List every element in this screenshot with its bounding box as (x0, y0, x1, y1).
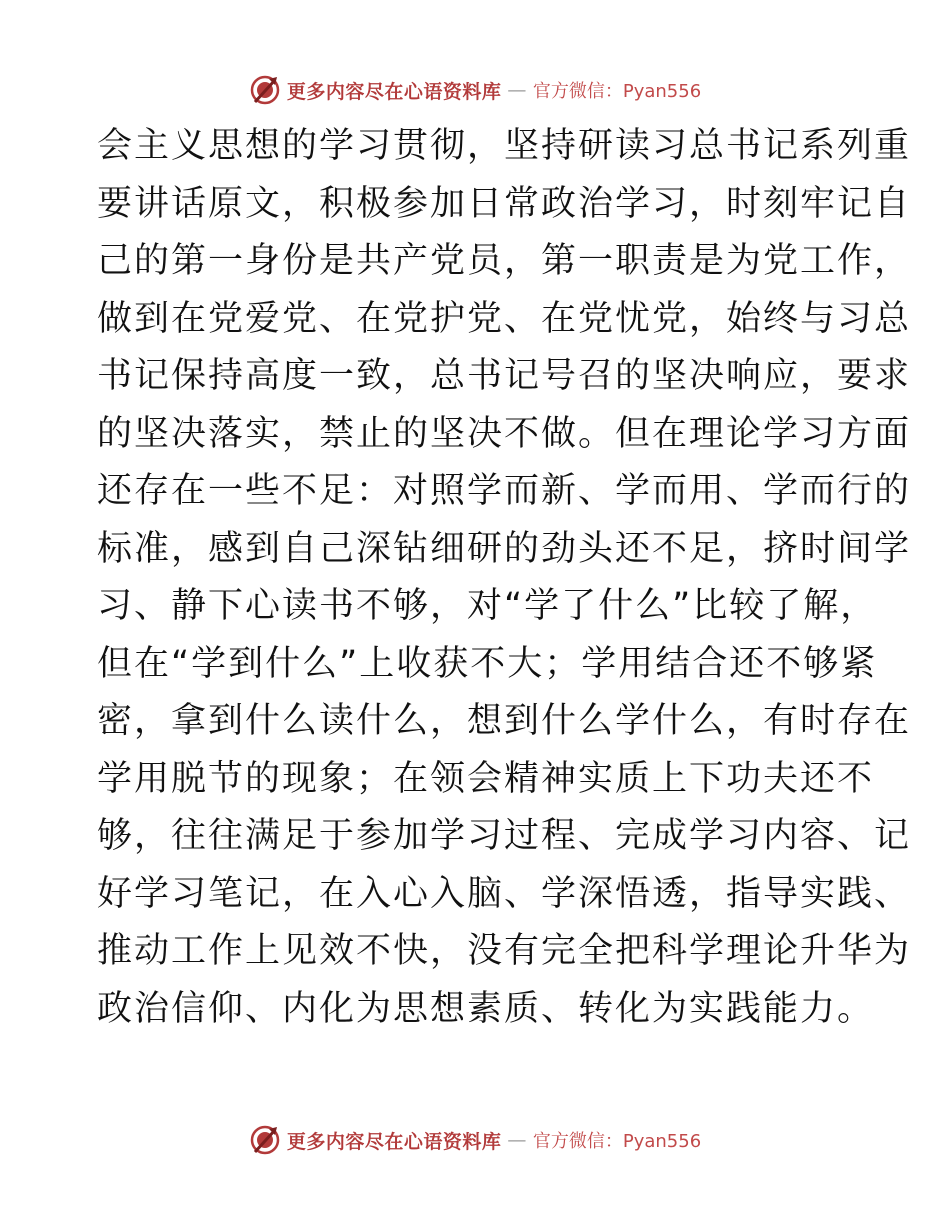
wechat-contact: 官方微信：Pyan556 (532, 81, 702, 102)
text-line: 够，往往满足于参加学习过程、完成学习内容、记 (97, 816, 912, 856)
document-body (97, 118, 912, 1038)
site-name: 更多内容尽在心语资料库 (286, 1130, 502, 1153)
quill-pen-logo-icon (249, 1124, 281, 1156)
banner-separator: — (507, 79, 527, 101)
text-line: 要讲话原文，积极参加日常政治学习，时刻牢记自 (97, 183, 912, 224)
text-line: 密，拿到什么读什么，想到什么学什么，有时存在 (97, 701, 912, 741)
text-line: 己的第一身份是共产党员，第一职责是为党工作， (97, 241, 912, 281)
text-line: 好学习笔记，在入心入脑、学深悟透，指导实践、 (97, 873, 912, 914)
text-line: 的坚决落实，禁止的坚决不做。但在理论学习方面 (97, 413, 912, 454)
text-line: 学用脱节的现象；在领会精神实质上下功夫还不 (97, 758, 875, 799)
text-line: 书记保持高度一致，总书记号召的坚决响应，要求 (97, 356, 912, 396)
text-line: 推动工作上见效不快，没有完全把科学理论升华为 (97, 931, 912, 971)
header-banner (0, 70, 950, 110)
footer-banner (0, 1120, 950, 1160)
text-line: 习、静下心读书不够，对“学了什么”比较了解， (97, 586, 878, 626)
text-line: 但在“学到什么”上收获不大；学用结合还不够紧 (97, 643, 878, 684)
wechat-contact: 官方微信：Pyan556 (532, 1131, 702, 1152)
banner-separator: — (507, 1129, 527, 1151)
text-line: 会主义思想的学习贯彻，坚持研读习总书记系列重 (97, 126, 912, 166)
site-name: 更多内容尽在心语资料库 (286, 80, 502, 103)
text-line: 政治信仰、内化为思想素质、转化为实践能力。 (97, 988, 875, 1029)
text-line: 还存在一些不足：对照学而新、学而用、学而行的 (97, 471, 912, 511)
quill-pen-logo-icon (249, 74, 281, 106)
text-line: 标准，感到自己深钻细研的劲头还不足，挤时间学 (97, 528, 912, 569)
text-line: 做到在党爱党、在党护党、在党忧党，始终与习总 (97, 298, 912, 339)
